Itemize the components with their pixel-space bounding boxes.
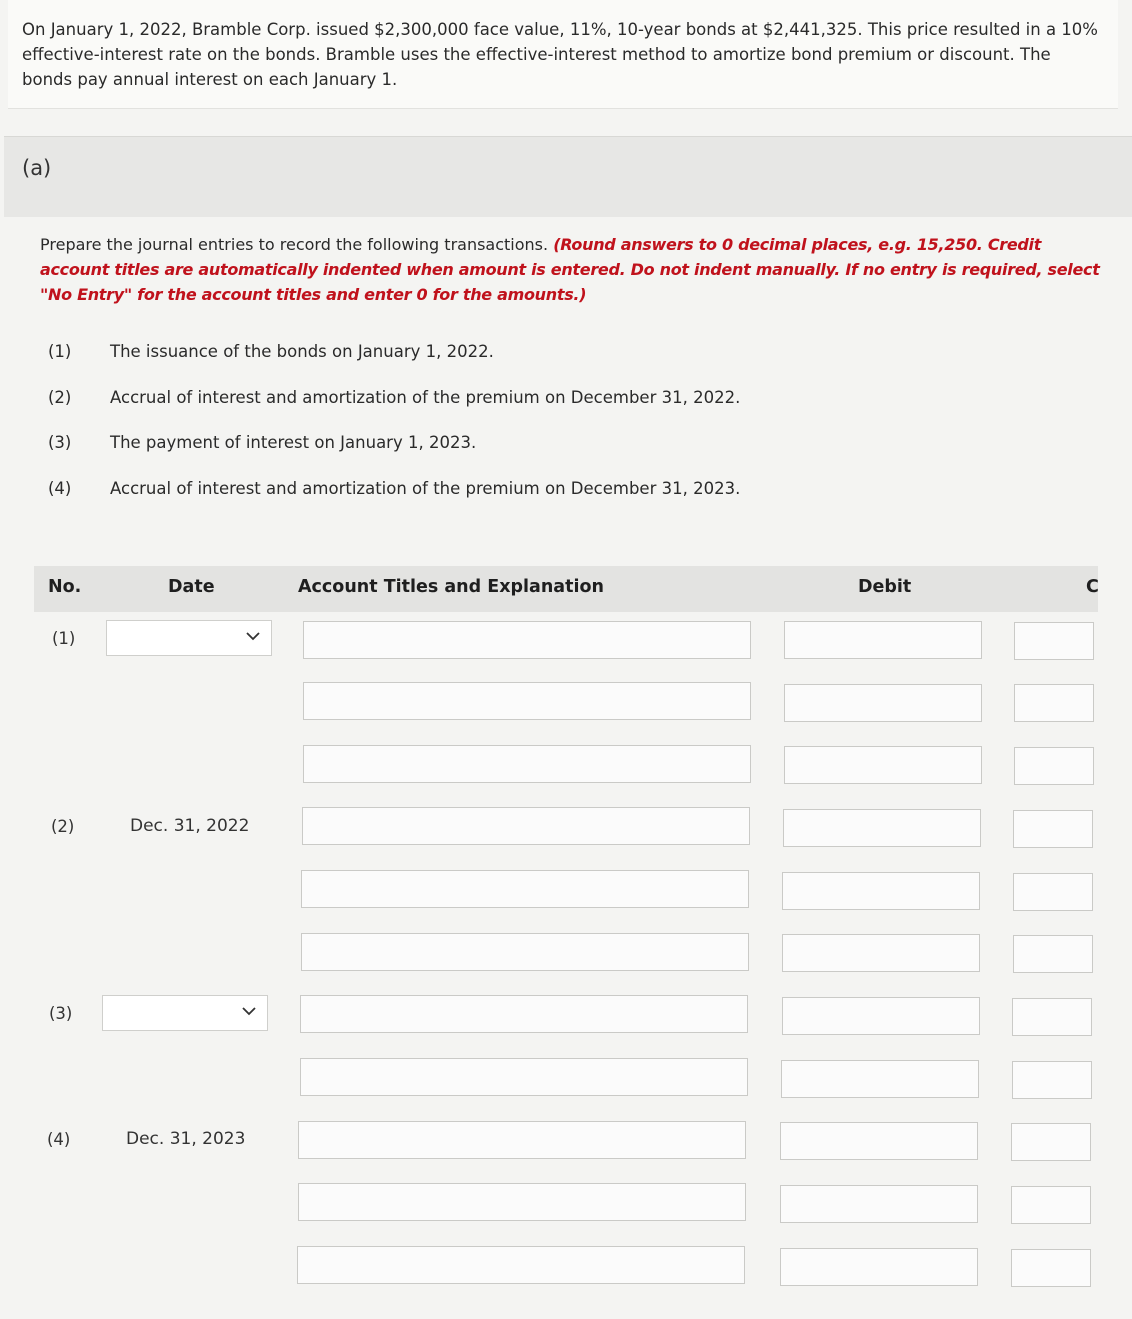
account-title-input[interactable] <box>297 1246 745 1284</box>
credit-input[interactable] <box>1011 1186 1091 1224</box>
transaction-number: (3) <box>48 433 72 452</box>
account-title-input[interactable] <box>302 807 750 845</box>
chevron-down-icon <box>245 628 261 644</box>
credit-input[interactable] <box>1012 1061 1092 1099</box>
part-header <box>4 136 1132 217</box>
debit-input[interactable] <box>784 684 982 722</box>
account-title-input[interactable] <box>298 1121 746 1159</box>
entry-number: (3) <box>49 1004 73 1023</box>
transaction-number: (4) <box>48 479 72 498</box>
credit-input[interactable] <box>1014 622 1094 660</box>
credit-input[interactable] <box>1012 998 1092 1036</box>
transaction-text: Accrual of interest and amortization of the premium on December 31, 2023. <box>110 479 741 498</box>
account-title-input[interactable] <box>303 745 751 783</box>
transaction-text: Accrual of interest and amortization of the premium on December 31, 2022. <box>110 388 741 407</box>
problem-statement <box>8 0 1118 109</box>
entry-number: (4) <box>47 1130 71 1149</box>
account-title-input[interactable] <box>303 621 751 659</box>
entry-number: (2) <box>51 817 75 836</box>
credit-input[interactable] <box>1014 684 1094 722</box>
header-account: Account Titles and Explanation <box>298 577 604 597</box>
debit-input[interactable] <box>780 1248 978 1286</box>
debit-input[interactable] <box>782 934 980 972</box>
transaction-text: The payment of interest on January 1, 2023. <box>110 433 477 452</box>
header-date: Date <box>168 577 215 597</box>
problem-text: On January 1, 2022, Bramble Corp. issued $2,300,000 face value, 11%, 10-year bonds at $2,441,325. This price resulted in a 10% effective-interest rate on the bonds. Bramble uses the effective-interest method to amortize bond premium or discount. The bonds pay annual interest on each January 1. <box>22 20 1098 89</box>
account-title-input[interactable] <box>298 1183 746 1221</box>
part-label: (a) <box>22 156 52 180</box>
debit-input[interactable] <box>781 1060 979 1098</box>
entry-date: Dec. 31, 2023 <box>126 1129 246 1149</box>
debit-input[interactable] <box>782 872 980 910</box>
entry-date: Dec. 31, 2022 <box>130 816 250 836</box>
date-select[interactable] <box>102 995 268 1031</box>
transaction-text: The issuance of the bonds on January 1, 2022. <box>110 342 494 361</box>
account-title-input[interactable] <box>301 870 749 908</box>
header-debit: Debit <box>858 577 912 597</box>
account-title-input[interactable] <box>300 995 748 1033</box>
instructions-note: (Round answers to 0 decimal places, e.g. 15,250. Credit account titles are automatically indented when amount is entered. Do not indent manually. If no entry is required, select "No Entry" for the account titles and enter 0 for the amounts.) <box>40 235 1100 304</box>
chevron-down-icon <box>241 1003 257 1019</box>
credit-input[interactable] <box>1011 1249 1091 1287</box>
debit-input[interactable] <box>783 809 981 847</box>
credit-input[interactable] <box>1013 873 1093 911</box>
instructions-lead: Prepare the journal entries to record the following transactions. <box>40 235 554 254</box>
transaction-number: (1) <box>48 342 72 361</box>
credit-input[interactable] <box>1014 747 1094 785</box>
credit-input[interactable] <box>1011 1123 1091 1161</box>
debit-input[interactable] <box>784 621 982 659</box>
entry-number: (1) <box>52 629 76 648</box>
instructions <box>40 232 1100 307</box>
debit-input[interactable] <box>780 1122 978 1160</box>
credit-input[interactable] <box>1013 935 1093 973</box>
account-title-input[interactable] <box>303 682 751 720</box>
account-title-input[interactable] <box>300 1058 748 1096</box>
account-title-input[interactable] <box>301 933 749 971</box>
credit-input[interactable] <box>1013 810 1093 848</box>
header-credit: C <box>1086 577 1099 597</box>
debit-input[interactable] <box>782 997 980 1035</box>
transaction-number: (2) <box>48 388 72 407</box>
header-no: No. <box>48 577 82 597</box>
debit-input[interactable] <box>784 746 982 784</box>
date-select[interactable] <box>106 620 272 656</box>
debit-input[interactable] <box>780 1185 978 1223</box>
